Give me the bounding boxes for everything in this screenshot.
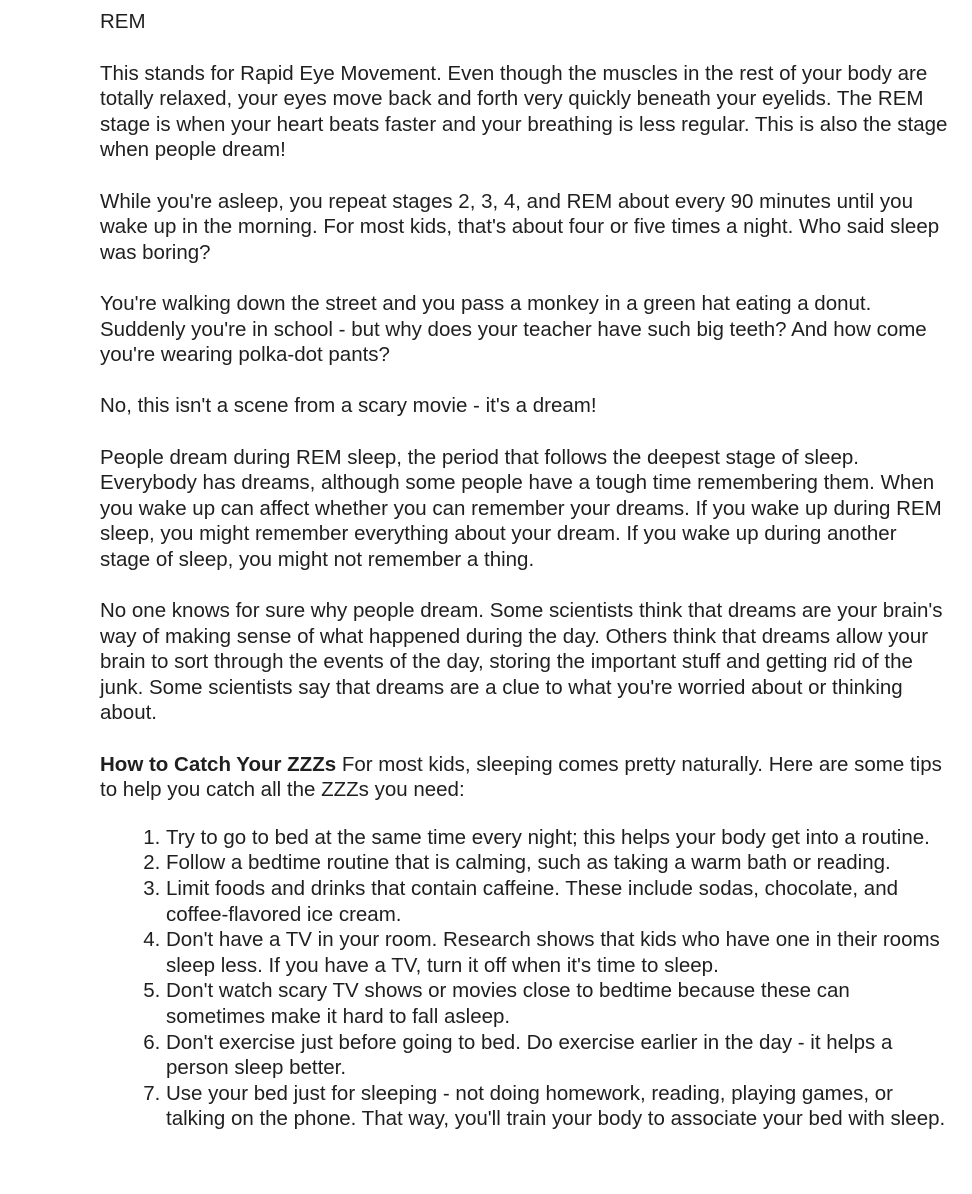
paragraph-dream-reveal: No, this isn't a scene from a scary movie - it's a dream! [100, 394, 597, 418]
tips-intro-text: For most kids, sleeping comes pretty naturally. Here are some tips to help you catch all the ZZZs you need: [100, 752, 942, 802]
paragraph-rem-definition: This stands for Rapid Eye Movement. Even though the muscles in the rest of your body are totally relaxed, your eyes move back and forth very quickly beneath your eyelids. The REM stage is when your heart beats faster and your breathing is less regular. This is also the stage when people dream! [100, 61, 948, 162]
list-item: 3. Limit foods and drinks that contain caffeine. These include sodas, chocolate, and coffee-flavored ice cream. [166, 876, 952, 927]
paragraph-rem-dreaming: People dream during REM sleep, the period that follows the deepest stage of sleep. Everybody has dreams, although some people have a tough time remembering them. When you wake up can affect whether you can remember your dreams. If you wake up during REM sleep, you might remember everything about your dream. If you wake up during another stage of sleep, you might not remember a thing. [100, 445, 942, 571]
list-item: 2. Follow a bedtime routine that is calming, such as taking a warm bath or reading. [166, 850, 952, 876]
list-item: 5. Don't watch scary TV shows or movies close to bedtime because these can sometimes make it hard to fall asleep. [166, 978, 952, 1029]
tips-intro [100, 752, 952, 803]
section-heading: REM [100, 10, 146, 33]
list-item: 6. Don't exercise just before going to bed. Do exercise earlier in the day - it helps a person sleep better. [166, 1030, 952, 1081]
paragraph-sleep-cycle: While you're asleep, you repeat stages 2, 3, 4, and REM about every 90 minutes until you wake up in the morning. For most kids, that's about four or five times a night. Who said sleep was boring? [100, 189, 940, 264]
tips-title: How to Catch Your ZZZs [100, 752, 337, 776]
list-item: 4. Don't have a TV in your room. Research shows that kids who have one in their rooms sleep less. If you have a TV, turn it off when it's time to sleep. [166, 927, 952, 978]
list-item: 1. Try to go to bed at the same time every night; this helps your body get into a routine. [166, 825, 952, 851]
document-page [100, 9, 952, 1132]
paragraph-dream-scene: You're walking down the street and you pass a monkey in a green hat eating a donut. Suddenly you're in school - but why does your teacher have such big teeth? And how come you're wearing polka-dot pants? [100, 291, 927, 367]
paragraph-why-dream: No one knows for sure why people dream. Some scientists think that dreams are your brain's way of making sense of what happened during the day. Others think that dreams allow your brain to sort through the events of the day, storing the important stuff and getting rid of the junk. Some scientists say that dreams are a clue to what you're worried about or thinking about. [100, 599, 943, 725]
tips-list [100, 825, 952, 1132]
list-item: 7. Use your bed just for sleeping - not doing homework, reading, playing games, or talking on the phone. That way, you'll train your body to associate your bed with sleep. [166, 1081, 952, 1132]
